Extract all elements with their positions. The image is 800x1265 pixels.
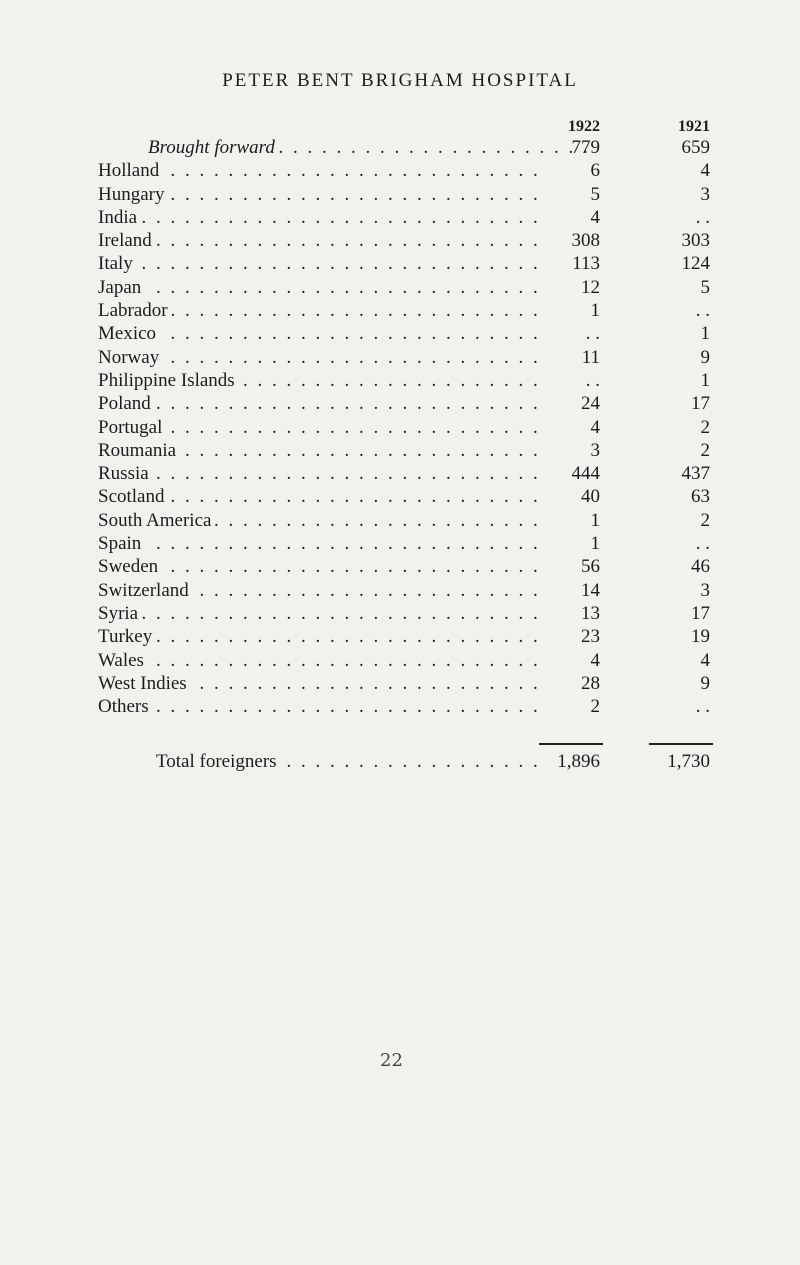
value-1922: 308 — [571, 230, 600, 252]
value-1922: 1 — [590, 300, 600, 322]
value-1921: 19 — [691, 626, 710, 648]
value-1921: . . — [695, 206, 710, 228]
row-label: Poland . . . — [98, 392, 548, 415]
value-1921: 659 — [681, 137, 710, 158]
value-1921: 2 — [700, 416, 710, 438]
table-row — [0, 229, 800, 252]
row-label: Roumania . . . — [98, 439, 548, 462]
table-row — [0, 252, 800, 275]
row-label: Holland . . . — [98, 159, 548, 182]
page-number: 22 — [380, 1050, 403, 1071]
table-row — [0, 276, 800, 299]
total-label: Total foreigners . . . — [156, 750, 548, 774]
table-row — [0, 183, 800, 206]
value-1921: 63 — [691, 486, 710, 508]
value-1922: 113 — [572, 253, 600, 275]
row-label: Spain . . . — [98, 532, 548, 555]
table-row — [0, 159, 800, 182]
value-1921: . . — [695, 696, 710, 718]
table-row — [0, 136, 800, 159]
table-row — [0, 649, 800, 672]
value-1922: 5 — [590, 183, 600, 205]
table-row — [0, 509, 800, 532]
value-1922: . . — [585, 323, 600, 345]
row-label: Mexico . . . — [98, 322, 548, 345]
value-1921: 17 — [691, 602, 710, 624]
value-1922: 6 — [590, 160, 600, 182]
row-label: Norway . . . — [98, 346, 548, 369]
table-row — [0, 579, 800, 602]
row-label: Syria . . . — [98, 602, 548, 625]
total-rule-1921 — [649, 743, 713, 745]
value-1922: 12 — [581, 276, 600, 298]
value-1921: 46 — [691, 556, 710, 578]
value-1922: 444 — [571, 463, 600, 485]
page-header: PETER BENT BRIGHAM HOSPITAL — [222, 70, 578, 91]
row-label: Russia . . . — [98, 462, 548, 485]
value-1921: 5 — [700, 276, 710, 298]
row-label: Brought forward . . . — [148, 136, 598, 159]
row-label: Portugal . . . — [98, 416, 548, 439]
row-label: Japan . . . — [98, 276, 548, 299]
table-row — [0, 322, 800, 345]
value-1921: . . — [695, 533, 710, 555]
total-rule-1922 — [539, 743, 603, 745]
value-1922: 3 — [590, 439, 600, 461]
table-row — [0, 439, 800, 462]
country-table — [0, 136, 800, 718]
table-row — [0, 602, 800, 625]
row-label: Sweden . . . — [98, 555, 548, 578]
table-row — [0, 206, 800, 229]
value-1921: 9 — [700, 672, 710, 694]
value-1921: 4 — [700, 160, 710, 182]
value-1921: 3 — [700, 183, 710, 205]
table-row — [0, 485, 800, 508]
value-1922: 4 — [590, 649, 600, 671]
value-1921: 124 — [681, 253, 710, 275]
value-1922: 779 — [571, 137, 600, 158]
value-1921: 4 — [700, 649, 710, 671]
table-row — [0, 392, 800, 415]
value-1921: 3 — [700, 579, 710, 601]
row-label: Philippine Islands . . . — [98, 369, 548, 392]
row-label: Hungary . . . — [98, 183, 548, 206]
value-1922: . . — [585, 369, 600, 391]
value-1922: 14 — [581, 579, 600, 601]
table-row — [0, 555, 800, 578]
value-1922: 28 — [581, 672, 600, 694]
table-row — [0, 695, 800, 718]
value-1922: 56 — [581, 556, 600, 578]
table-row — [0, 416, 800, 439]
row-label: Wales . . . — [98, 649, 548, 672]
row-label: Switzerland . . . — [98, 579, 548, 602]
total-row — [0, 750, 800, 774]
table-row — [0, 672, 800, 695]
value-1921: . . — [695, 300, 710, 322]
value-1922: 2 — [590, 696, 600, 718]
table-row — [0, 299, 800, 322]
value-1921: 9 — [700, 346, 710, 368]
value-1921: 1 — [700, 323, 710, 345]
table-row — [0, 462, 800, 485]
row-label: Turkey . . . — [98, 625, 548, 648]
table-row — [0, 625, 800, 648]
value-1921: 303 — [681, 230, 710, 252]
value-1922: 1 — [590, 533, 600, 555]
value-1922: 4 — [590, 416, 600, 438]
row-label: West Indies . . . — [98, 672, 548, 695]
table-row — [0, 346, 800, 369]
row-label: India . . . — [98, 206, 548, 229]
row-label: Scotland . . . — [98, 485, 548, 508]
value-1922: 1 — [590, 509, 600, 531]
table-row — [0, 369, 800, 392]
value-1922: 4 — [590, 206, 600, 228]
value-1922: 11 — [581, 346, 600, 368]
table-row — [0, 532, 800, 555]
value-1921: 2 — [700, 509, 710, 531]
row-label: Ireland . . . — [98, 229, 548, 252]
column-header-1922: 1922 — [568, 118, 600, 135]
value-1922: 23 — [581, 626, 600, 648]
column-header-1921: 1921 — [678, 118, 710, 135]
value-1921: 2 — [700, 439, 710, 461]
row-label: Italy . . . — [98, 252, 548, 275]
total-value-1922: 1,896 — [557, 751, 600, 772]
value-1922: 24 — [581, 393, 600, 415]
row-label: Others . . . — [98, 695, 548, 718]
value-1921: 437 — [681, 463, 710, 485]
row-label: Labrador . . . — [98, 299, 548, 322]
row-label: South America . . . — [98, 509, 548, 532]
value-1922: 40 — [581, 486, 600, 508]
value-1922: 13 — [581, 602, 600, 624]
value-1921: 1 — [700, 369, 710, 391]
value-1921: 17 — [691, 393, 710, 415]
total-value-1921: 1,730 — [667, 751, 710, 772]
